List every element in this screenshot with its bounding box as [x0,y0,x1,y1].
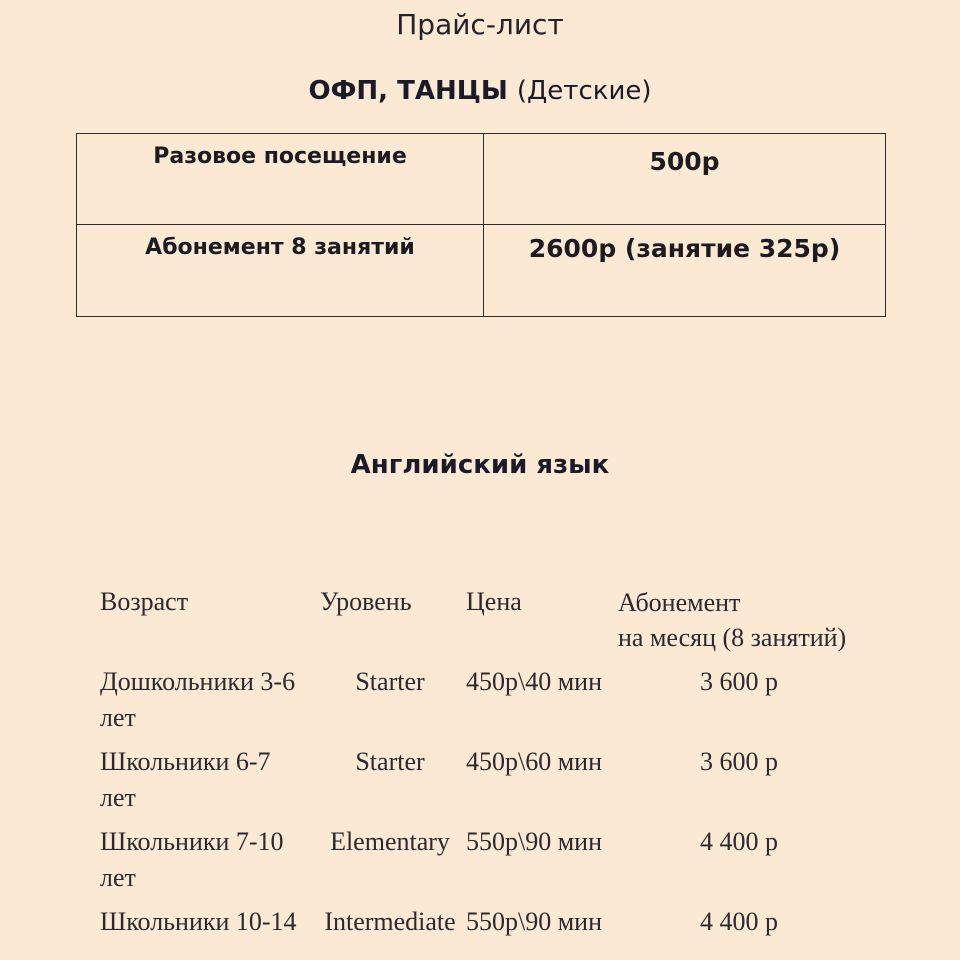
lesson-price: 450р\60 мин [466,747,603,776]
subscription-price: 3 600 р [700,747,778,776]
level: Intermediate [324,907,456,936]
price-label: Разовое посещение [77,134,484,225]
column-header-price: Цена [466,587,522,616]
subscription-price: 4 400 р [700,907,778,936]
page-title: Прайс-лист [396,8,564,41]
column-header-subscription-detail: на месяц (8 занятий) [618,623,847,652]
column-header-level: Уровень [320,587,412,616]
price-value: 500р [484,134,886,225]
age-group-suffix: лет [100,863,136,892]
lesson-price: 450р\40 мин [466,667,603,696]
age-group: Школьники 6-7 [100,747,271,776]
age-group-suffix: лет [100,703,136,732]
age-group: Школьники 7-10 [100,827,284,856]
lesson-price: 550р\90 мин [466,827,603,856]
price-value: 2600р (занятие 325р) [484,225,886,317]
lesson-price: 550р\90 мин [466,907,603,936]
age-group-suffix: лет [100,783,136,812]
level: Starter [355,747,425,776]
column-header-age: Возраст [100,587,189,616]
column-header-subscription: Абонемент [618,588,741,617]
price-label: Абонемент 8 занятий [77,225,484,317]
level: Elementary [330,827,450,856]
level: Starter [355,667,425,696]
section-title-note: (Детские) [516,76,652,106]
section-title-text: ОФП, ТАНЦЫ [308,76,508,106]
subscription-price: 4 400 р [700,827,778,856]
subscription-price: 3 600 р [700,667,778,696]
section-title-english: Английский язык [350,450,610,480]
age-group: Школьники 10-14 [100,907,297,936]
age-group: Дошкольники 3-6 [100,667,296,696]
